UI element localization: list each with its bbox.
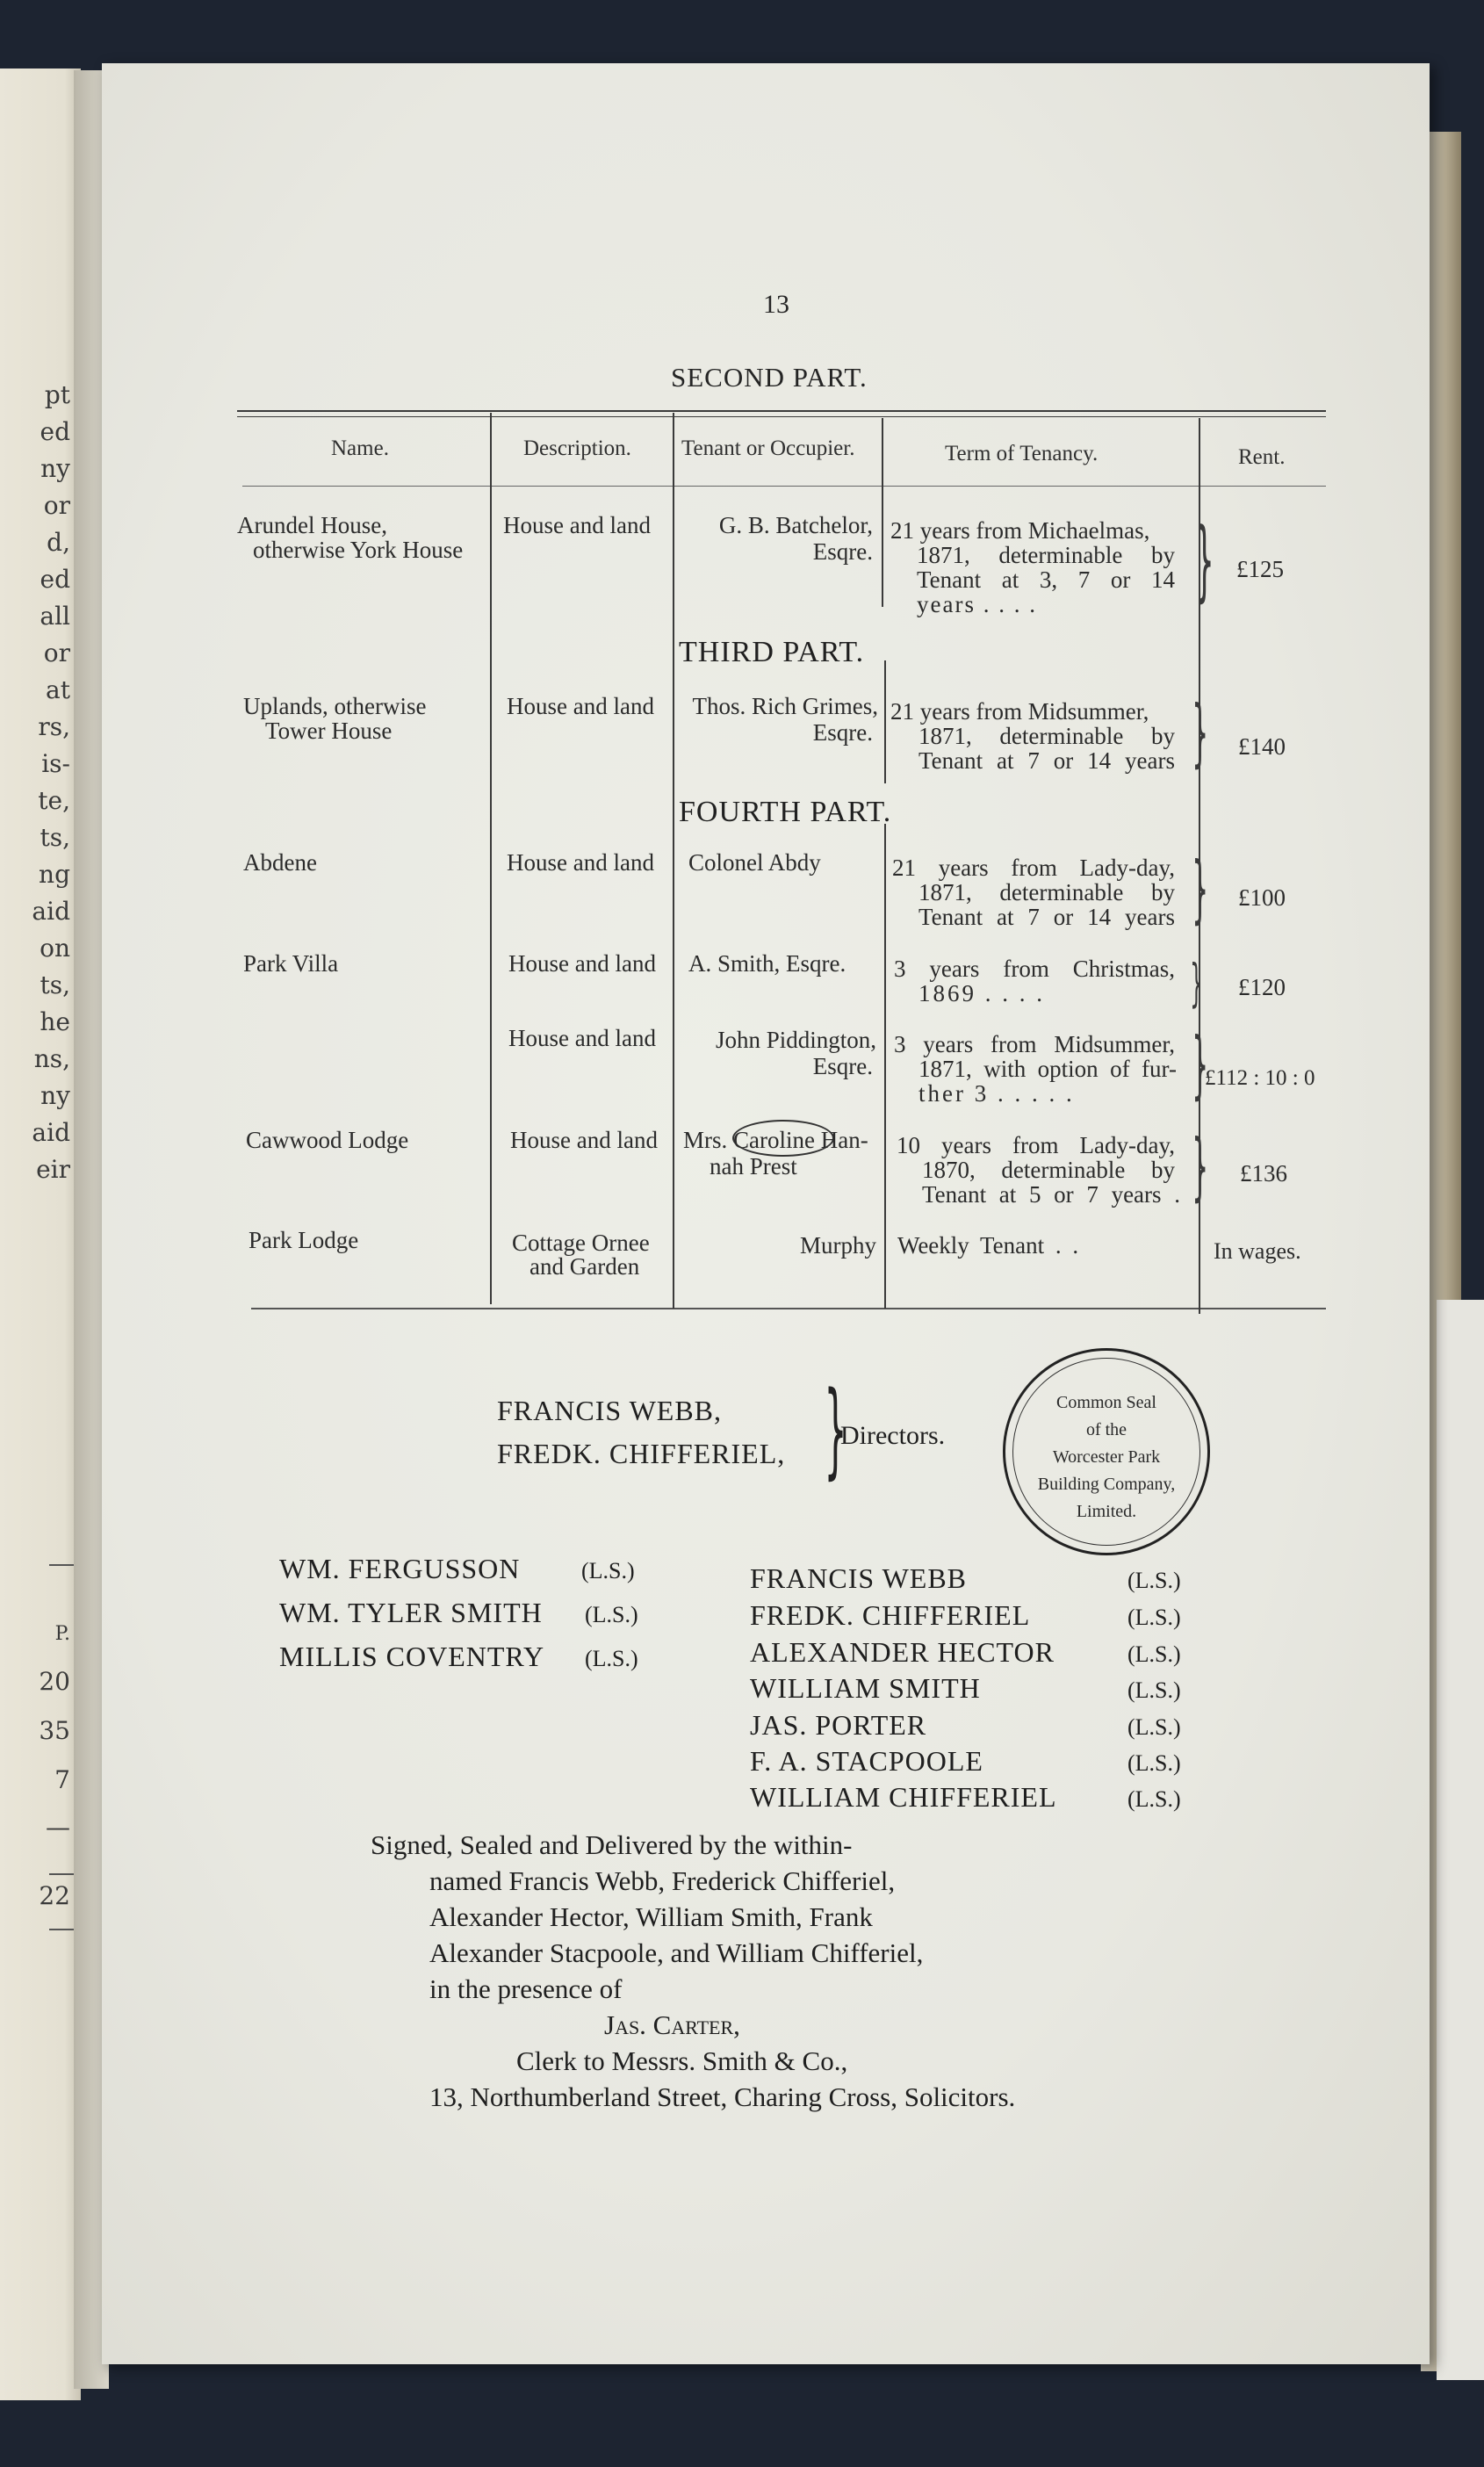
- witness-name: Jas. Carter,: [604, 2009, 740, 2040]
- row-description: House and land: [508, 1025, 656, 1051]
- row-tenant: Esqre.: [812, 1053, 873, 1079]
- seal-mark: (L.S.): [1127, 1677, 1181, 1703]
- row-tenant: G. B. Batchelor,: [718, 512, 873, 538]
- row-name: Tower House: [265, 718, 393, 744]
- brace-icon: }: [1192, 1021, 1209, 1107]
- signatory-name: WILLIAM SMITH: [750, 1672, 981, 1704]
- row-description: House and land: [507, 693, 654, 719]
- row-description: House and land: [503, 512, 651, 538]
- fourth-part-heading: FOURTH PART.: [679, 796, 892, 828]
- seal-mark: (L.S.): [1127, 1714, 1181, 1740]
- row-term: 1870, determinable by: [922, 1157, 1175, 1183]
- row-term: 21 years from Lady-day,: [892, 855, 1175, 881]
- margin-fragment: at: [46, 675, 70, 704]
- column-header-description: Description.: [523, 436, 631, 460]
- attestation-line: Signed, Sealed and Delivered by the within-: [371, 1829, 853, 1860]
- signatory-name: F. A. STACPOOLE: [750, 1745, 983, 1777]
- row-term: 1871, determinable by: [917, 542, 1175, 568]
- seal-line: Worcester Park: [1052, 1447, 1161, 1467]
- director-name: FREDK. CHIFFERIEL,: [497, 1438, 786, 1469]
- margin-number: 22: [39, 1881, 70, 1910]
- document-page: [102, 63, 1430, 2364]
- margin-number: —: [46, 1813, 70, 1842]
- witness-role: Clerk to Messrs. Smith & Co.,: [516, 2045, 848, 2076]
- margin-number: 7: [54, 1765, 70, 1794]
- row-description: House and land: [507, 849, 654, 876]
- brace-icon: }: [824, 1368, 847, 1490]
- third-part-heading: THIRD PART.: [679, 636, 865, 668]
- margin-fragment: rs,: [38, 712, 70, 741]
- row-tenant: Murphy: [800, 1232, 876, 1259]
- attestation-line: in the presence of: [429, 1973, 623, 2004]
- signatory-name: MILLIS COVENTRY: [279, 1641, 545, 1672]
- column-header-term: Term of Tenancy.: [945, 442, 1099, 465]
- row-rent: £100: [1238, 884, 1286, 911]
- attestation-line: named Francis Webb, Frederick Chifferiel,: [429, 1865, 896, 1896]
- signatory-name: WM. FERGUSSON: [279, 1553, 521, 1584]
- witness-address: 13, Northumberland Street, Charing Cross, Solicitors.: [429, 2081, 1016, 2112]
- margin-fragment: or: [43, 638, 70, 667]
- row-tenant: John Piddington,: [715, 1027, 876, 1053]
- margin-fragment: te,: [38, 786, 70, 815]
- row-term: Tenant at 7 or 14 years: [918, 904, 1175, 930]
- seal-line: Limited.: [1076, 1502, 1137, 1521]
- seal-mark: (L.S.): [1127, 1605, 1181, 1630]
- margin-fragment: is-: [41, 749, 70, 778]
- column-header-tenant: Tenant or Occupier.: [681, 436, 855, 460]
- row-tenant: A. Smith, Esqre.: [688, 950, 846, 977]
- seal-line: Building Company,: [1037, 1475, 1176, 1494]
- row-description: House and land: [508, 950, 656, 977]
- brace-icon: }: [1192, 846, 1209, 932]
- attestation-line: Alexander Stacpoole, and William Chifferiel,: [429, 1937, 924, 1968]
- margin-fragment: he: [40, 1007, 70, 1036]
- signatory-name: JAS. PORTER: [750, 1709, 927, 1741]
- brace-icon: }: [1194, 509, 1214, 611]
- signatory-name: WM. TYLER SMITH: [279, 1597, 543, 1628]
- row-name: Park Lodge: [249, 1227, 359, 1253]
- row-name: Park Villa: [243, 950, 339, 977]
- seal-line: Common Seal: [1056, 1393, 1156, 1412]
- row-name: Uplands, otherwise: [243, 693, 427, 719]
- row-term: 21 years from Midsummer,: [890, 698, 1149, 725]
- margin-fragment: all: [40, 602, 70, 631]
- row-rent: £125: [1236, 556, 1284, 582]
- column-header-rent: Rent.: [1238, 445, 1286, 469]
- margin-fragment: ns,: [33, 1044, 70, 1073]
- row-description: Cottage Ornee: [512, 1230, 650, 1256]
- row-term: 1869 . . . .: [918, 980, 1045, 1006]
- row-description: and Garden: [529, 1253, 640, 1280]
- margin-number: 20: [39, 1667, 70, 1696]
- facing-page: [0, 69, 81, 2400]
- row-rent: £120: [1238, 974, 1286, 1000]
- seal-mark: (L.S.): [585, 1646, 638, 1671]
- row-tenant: Mrs. Caroline Han-: [683, 1127, 868, 1153]
- row-rent: In wages.: [1214, 1238, 1301, 1264]
- seal-mark: (L.S.): [585, 1602, 638, 1627]
- seal-mark: (L.S.): [1127, 1568, 1181, 1593]
- row-tenant: Esqre.: [812, 719, 873, 746]
- row-rent: £140: [1238, 733, 1286, 760]
- row-term: Tenant at 3, 7 or 14: [917, 566, 1175, 593]
- margin-fragment: ny: [40, 454, 70, 483]
- row-rent: £112 : 10 : 0: [1205, 1066, 1315, 1090]
- row-name: otherwise York House: [253, 537, 464, 563]
- seal-mark: (L.S.): [1127, 1750, 1181, 1776]
- margin-number: 35: [39, 1716, 70, 1745]
- director-name: FRANCIS WEBB,: [497, 1395, 723, 1426]
- margin-fragment: aid: [32, 1118, 70, 1147]
- row-term: 1871, with option of fur-: [918, 1056, 1177, 1082]
- row-term: 1871, determinable by: [918, 879, 1175, 905]
- margin-fragment: aid: [32, 897, 70, 926]
- margin-fragment: ny: [40, 1081, 70, 1110]
- row-term: ther 3 . . . . .: [918, 1080, 1075, 1107]
- margin-fragment: on: [40, 934, 70, 963]
- page-heading: SECOND PART.: [671, 362, 868, 393]
- seal-line: of the: [1085, 1420, 1127, 1439]
- row-term: 21 years from Michaelmas,: [890, 517, 1150, 544]
- margin-fragment: ed: [40, 417, 70, 446]
- column-header-name: Name.: [331, 436, 389, 460]
- row-name: Abdene: [243, 849, 317, 876]
- margin-number: P.: [54, 1623, 70, 1645]
- row-term: 1871, determinable by: [918, 723, 1175, 749]
- row-name: Arundel House,: [237, 512, 387, 538]
- paper-slip: [1437, 1300, 1484, 2380]
- margin-fragment: ts,: [40, 823, 70, 852]
- row-term: years . . . .: [917, 591, 1037, 617]
- seal-mark: (L.S.): [581, 1558, 635, 1583]
- margin-fragment: d,: [47, 528, 70, 557]
- margin-fragment: or: [43, 491, 70, 520]
- attestation-line: Alexander Hector, William Smith, Frank: [429, 1901, 873, 1932]
- margin-fragment: ed: [40, 565, 70, 594]
- signatory-name: WILLIAM CHIFFERIEL: [750, 1781, 1057, 1813]
- row-term: 3 years from Midsummer,: [894, 1031, 1175, 1057]
- row-term: Weekly Tenant . .: [897, 1232, 1079, 1259]
- page-number: 13: [763, 290, 789, 319]
- directors-label: Directors.: [840, 1421, 946, 1450]
- row-tenant: Thos. Rich Grimes,: [692, 693, 878, 719]
- company-seal: [1003, 1348, 1210, 1555]
- brace-icon: }: [1192, 1123, 1209, 1209]
- margin-fragment: ts,: [40, 970, 70, 999]
- row-tenant: Esqre.: [812, 538, 873, 565]
- brace-icon: }: [1192, 689, 1209, 775]
- row-term: 3 years from Christmas,: [894, 956, 1175, 982]
- brace-icon: }: [1190, 953, 1203, 1013]
- row-term: 10 years from Lady-day,: [897, 1132, 1175, 1158]
- row-tenant: Colonel Abdy: [688, 849, 821, 876]
- seal-mark: (L.S.): [1127, 1786, 1181, 1812]
- row-rent: £136: [1240, 1160, 1287, 1187]
- signatory-name: FREDK. CHIFFERIEL: [750, 1599, 1031, 1631]
- row-tenant: nah Prest: [710, 1153, 797, 1179]
- row-term: Tenant at 5 or 7 years .: [922, 1181, 1180, 1208]
- margin-fragment: pt: [44, 380, 70, 409]
- seal-mark: (L.S.): [1127, 1641, 1181, 1667]
- row-description: House and land: [510, 1127, 658, 1153]
- margin-fragment: ng: [39, 860, 70, 889]
- row-name: Cawwood Lodge: [246, 1127, 409, 1153]
- signatory-name: FRANCIS WEBB: [750, 1562, 968, 1594]
- margin-fragment: eir: [36, 1155, 70, 1184]
- row-term: Tenant at 7 or 14 years: [918, 747, 1175, 774]
- signatory-name: ALEXANDER HECTOR: [750, 1636, 1055, 1668]
